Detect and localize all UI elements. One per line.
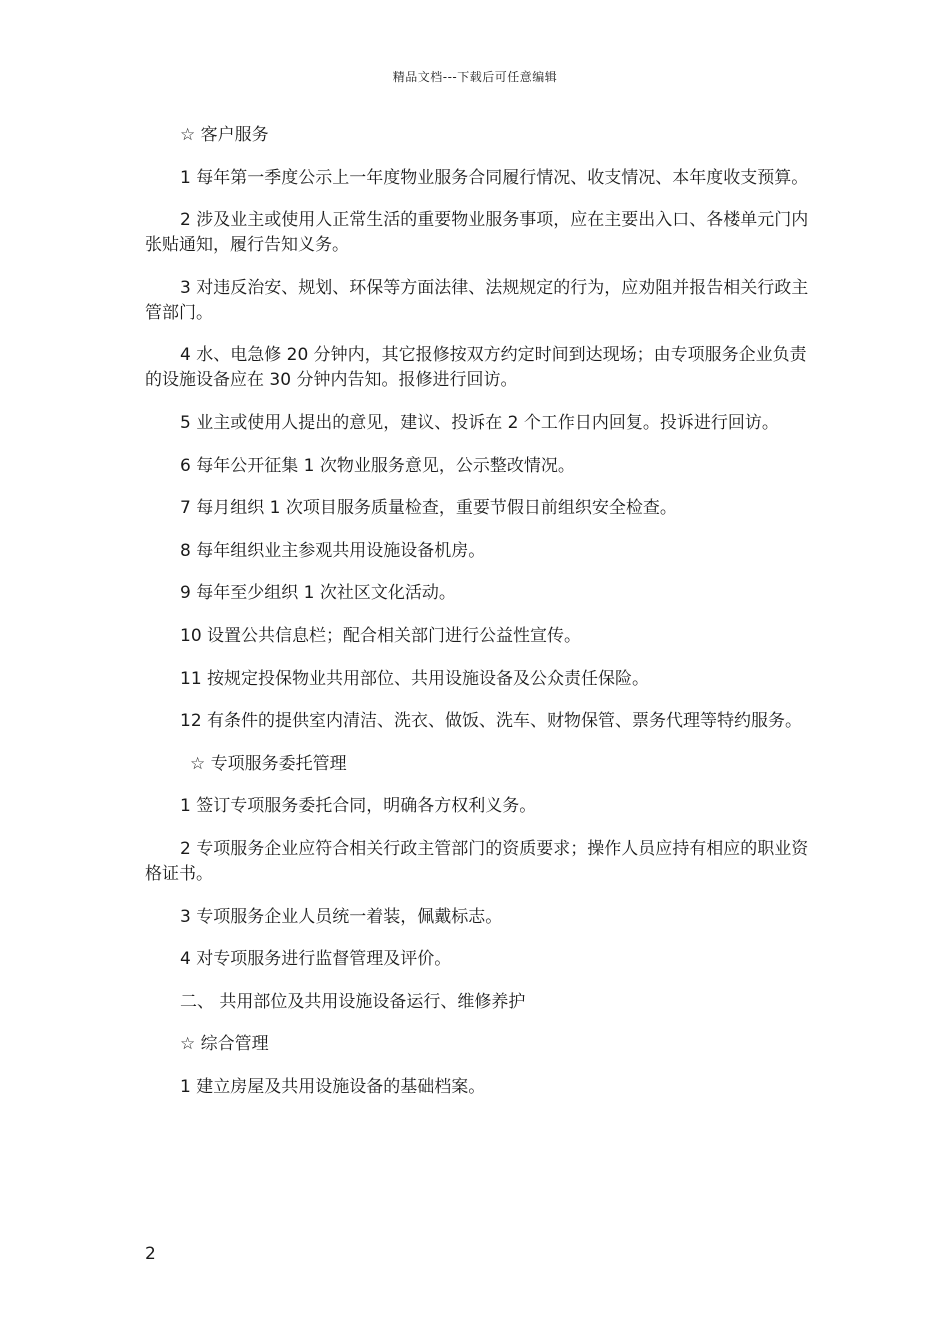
paragraph-item: 3 专项服务企业人员统一着装，佩戴标志。: [180, 906, 503, 927]
paragraph-item: 4 水、电急修 20 分钟内，其它报修按双方约定时间到达现场；由专项服务企业负责的设施设备应在 30 分钟内告知。报修进行回访。: [145, 345, 807, 391]
paragraph-item: 2 专项服务企业应符合相关行政主管部门的资质要求；操作人员应持有相应的职业资格证书。: [145, 838, 809, 884]
paragraph-item: 1 建立房屋及共用设施设备的基础档案。: [180, 1076, 486, 1097]
chapter-heading: 二、 共用部位及共用设施设备运行、维修养护: [180, 991, 526, 1012]
paragraph-item: 8 每年组织业主参观共用设施设备机房。: [180, 540, 486, 561]
paragraph-item: 2 涉及业主或使用人正常生活的重要物业服务事项，应在主要出入口、各楼单元门内张贴通知，履行告知义务。: [145, 210, 809, 256]
paragraph-item: 1 每年第一季度公示上一年度物业服务合同履行情况、收支情况、本年度收支预算。: [180, 167, 809, 188]
paragraph-item: 10 设置公共信息栏；配合相关部门进行公益性宣传。: [180, 625, 582, 646]
page-header: 精品文档---下载后可任意编辑: [392, 70, 558, 84]
section-heading-special-service: ☆ 专项服务委托管理: [190, 753, 347, 774]
paragraph-item: 3 对违反治安、规划、环保等方面法律、法规规定的行为，应劝阻并报告相关行政主管部门。: [145, 277, 809, 323]
document-body: [145, 123, 810, 1117]
paragraph-item: 9 每年至少组织 1 次社区文化活动。: [180, 583, 456, 604]
paragraph-item: 6 每年公开征集 1 次物业服务意见，公示整改情况。: [180, 455, 575, 476]
page-number: 2: [145, 1244, 156, 1264]
paragraph-item: 4 对专项服务进行监督管理及评价。: [180, 949, 452, 970]
paragraph-item: 1 签订专项服务委托合同，明确各方权利义务。: [180, 796, 537, 817]
paragraph-item: 7 每月组织 1 次项目服务质量检查，重要节假日前组织安全检查。: [180, 498, 677, 519]
section-heading-general-management: ☆ 综合管理: [180, 1034, 269, 1055]
section-heading-customer-service: ☆ 客户服务: [180, 125, 269, 145]
paragraph-item: 11 按规定投保物业共用部位、共用设施设备及公众责任保险。: [180, 668, 650, 689]
paragraph-item: 12 有条件的提供室内清洁、洗衣、做饭、洗车、财物保管、票务代理等特约服务。: [180, 711, 803, 732]
paragraph-item: 5 业主或使用人提出的意见，建议、投诉在 2 个工作日内回复。投诉进行回访。: [180, 412, 779, 433]
